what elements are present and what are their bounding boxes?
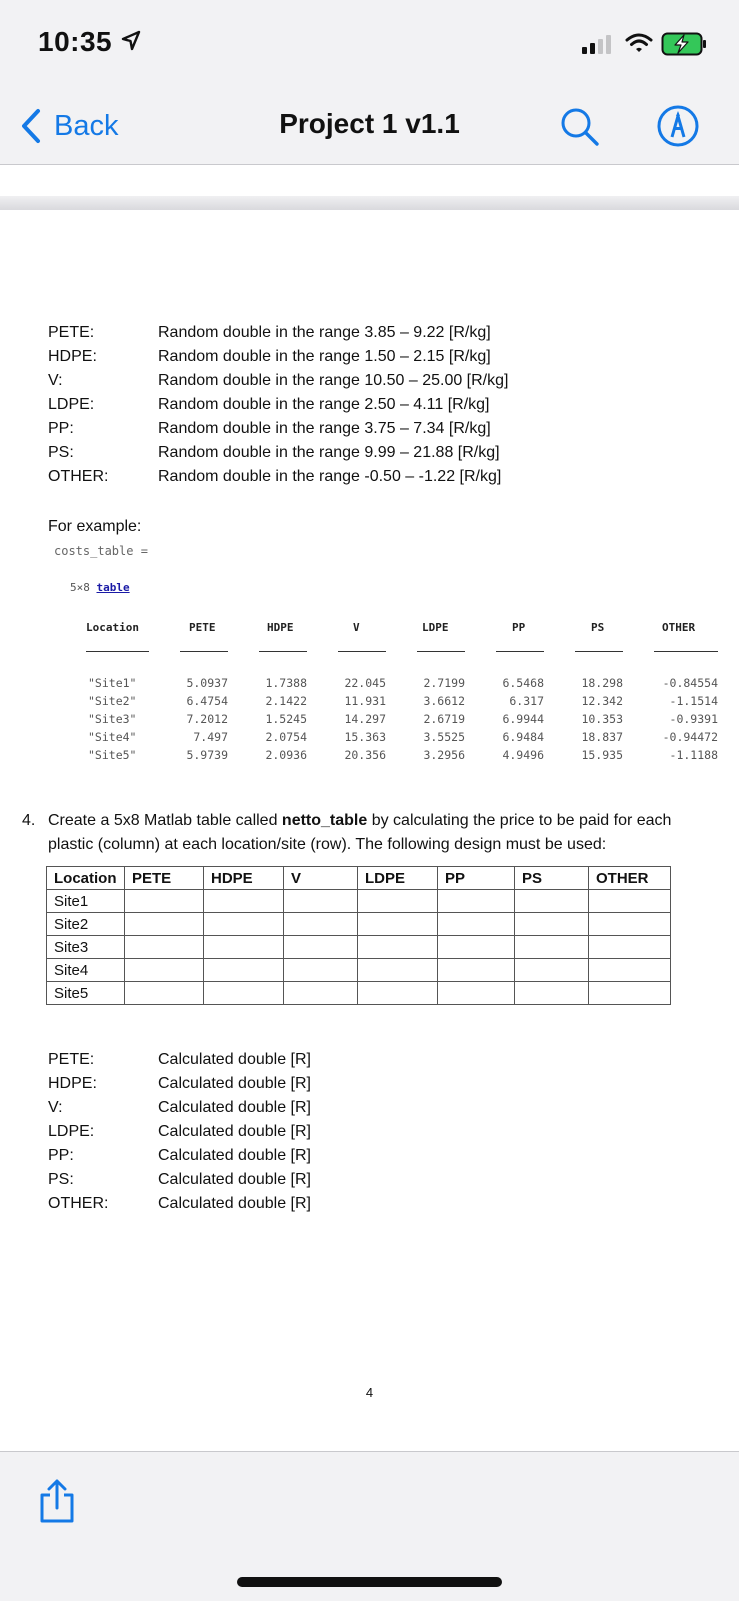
example-label: For example: <box>48 518 142 535</box>
header-underline <box>496 651 544 652</box>
matlab-cell: 18.837 <box>581 730 623 744</box>
spec-value: Calculated double [R] <box>158 1075 311 1092</box>
design-site-cell: Site4 <box>47 959 125 982</box>
design-table-header-row <box>47 867 671 890</box>
matlab-header: LDPE <box>422 621 449 634</box>
matlab-header: OTHER <box>662 621 696 634</box>
matlab-cell: 18.298 <box>581 676 623 690</box>
markup-pen-icon[interactable] <box>656 104 700 148</box>
spec-value: Random double in the range 10.50 – 25.00 [R/kg] <box>158 372 509 389</box>
matlab-cell: "Site1" <box>88 676 137 690</box>
matlab-header: PETE <box>189 621 216 634</box>
back-button-label: Back <box>54 109 119 142</box>
spec-value: Calculated double [R] <box>158 1195 311 1212</box>
cellular-signal-icon <box>582 34 616 54</box>
design-header: Location <box>47 867 125 890</box>
header-underline <box>575 651 623 652</box>
design-header: PETE <box>125 867 204 890</box>
spec-value: Calculated double [R] <box>158 1171 311 1188</box>
share-icon[interactable] <box>38 1478 76 1524</box>
page-separator <box>0 196 739 210</box>
spec-key: PP: <box>48 1147 74 1164</box>
design-header: LDPE <box>358 867 438 890</box>
spec-key: PETE: <box>48 1051 95 1068</box>
matlab-cell: 15.935 <box>581 748 623 762</box>
matlab-cell: "Site5" <box>88 748 137 762</box>
matlab-cell: 6.5468 <box>502 676 544 690</box>
matlab-cell: -0.94472 <box>662 730 718 744</box>
search-icon[interactable] <box>559 106 601 148</box>
matlab-cell: 4.9496 <box>502 748 544 762</box>
design-table-row <box>47 959 671 982</box>
spec-key: V: <box>48 372 63 389</box>
matlab-cell: 2.0936 <box>265 748 307 762</box>
design-site-cell: Site2 <box>47 913 125 936</box>
pdf-page <box>0 210 739 1450</box>
spec-value: Random double in the range 2.50 – 4.11 [R/kg] <box>158 396 490 413</box>
spec-key: OTHER: <box>48 1195 109 1212</box>
matlab-cell: 11.931 <box>344 694 386 708</box>
header-underline <box>338 651 386 652</box>
spec-value: Random double in the range 1.50 – 2.15 [R/kg] <box>158 348 491 365</box>
navigation-bar <box>0 88 739 165</box>
matlab-cell: "Site2" <box>88 694 137 708</box>
matlab-cell: "Site4" <box>88 730 137 744</box>
design-header: OTHER <box>589 867 671 890</box>
matlab-header: Location <box>86 621 139 634</box>
battery-charging-icon <box>661 32 707 56</box>
matlab-cell: 2.1422 <box>265 694 307 708</box>
status-time: 10:35 <box>38 26 113 57</box>
matlab-header: HDPE <box>267 621 294 634</box>
design-table-row <box>47 982 671 1005</box>
location-arrow-icon <box>121 30 141 52</box>
spec-key: LDPE: <box>48 396 95 413</box>
design-header: V <box>284 867 358 890</box>
matlab-cell: 6.317 <box>509 694 544 708</box>
design-table-row <box>47 913 671 936</box>
spec-key: PS: <box>48 444 74 461</box>
spec-key: PETE: <box>48 324 95 341</box>
spec-value: Calculated double [R] <box>158 1123 311 1140</box>
status-bar <box>0 0 739 88</box>
matlab-header: PP <box>512 621 526 634</box>
design-table <box>46 866 671 1005</box>
matlab-cell: 2.0754 <box>265 730 307 744</box>
design-site-cell: Site5 <box>47 982 125 1005</box>
header-underline <box>86 651 149 652</box>
design-header: PP <box>438 867 515 890</box>
matlab-command: costs_table = <box>54 544 148 558</box>
matlab-cell: 3.2956 <box>423 748 465 762</box>
matlab-cell: 20.356 <box>344 748 386 762</box>
matlab-cell: -0.9391 <box>669 712 718 726</box>
matlab-cell: 2.6719 <box>423 712 465 726</box>
matlab-cell: 12.342 <box>581 694 623 708</box>
design-table-row <box>47 936 671 959</box>
matlab-cell: 22.045 <box>344 676 386 690</box>
matlab-cell: 7.2012 <box>186 712 228 726</box>
matlab-cell: -1.1514 <box>669 694 718 708</box>
question-text-after: by calculating the price to be paid for each plastic (column) at each location/site (row). The following design must be used: <box>48 812 672 853</box>
matlab-cell: 1.7388 <box>265 676 307 690</box>
matlab-cell: 5.9739 <box>186 748 228 762</box>
question-text-before: Create a 5x8 Matlab table called <box>48 812 282 829</box>
question-text <box>48 809 708 857</box>
matlab-cell: -0.84554 <box>662 676 718 690</box>
matlab-size-line <box>70 581 130 594</box>
spec-key: V: <box>48 1099 63 1116</box>
matlab-cell: 15.363 <box>344 730 386 744</box>
matlab-cell: 14.297 <box>344 712 386 726</box>
table-link[interactable]: table <box>96 581 130 594</box>
table-size: 5×8 <box>70 581 90 594</box>
spec-value: Random double in the range 9.99 – 21.88 [R/kg] <box>158 444 500 461</box>
question-text-bold: netto_table <box>281 812 368 829</box>
document-title: Project 1 v1.1 <box>279 108 460 139</box>
matlab-header: PS <box>591 621 605 634</box>
spec-key: LDPE: <box>48 1123 95 1140</box>
spec-key: HDPE: <box>48 348 97 365</box>
header-underline <box>259 651 307 652</box>
matlab-header: V <box>353 621 360 634</box>
design-site-cell: Site3 <box>47 936 125 959</box>
matlab-cell: 3.6612 <box>423 694 465 708</box>
matlab-cell: "Site3" <box>88 712 137 726</box>
header-underline <box>417 651 465 652</box>
matlab-cell: 1.5245 <box>265 712 307 726</box>
spec-value: Calculated double [R] <box>158 1147 311 1164</box>
matlab-cell: 10.353 <box>581 712 623 726</box>
matlab-cell: 5.0937 <box>186 676 228 690</box>
wifi-icon <box>625 32 653 54</box>
matlab-cell: 6.4754 <box>186 694 228 708</box>
matlab-cell: 6.9944 <box>502 712 544 726</box>
spec-value: Random double in the range 3.75 – 7.34 [R/kg] <box>158 420 491 437</box>
back-button[interactable] <box>20 106 118 146</box>
spec-value: Calculated double [R] <box>158 1051 311 1068</box>
header-underline <box>180 651 228 652</box>
spec-key: PS: <box>48 1171 74 1188</box>
spec-value: Random double in the range -0.50 – -1.22 [R/kg] <box>158 468 502 485</box>
matlab-cell: 2.7199 <box>423 676 465 690</box>
matlab-cell: 3.5525 <box>423 730 465 744</box>
matlab-cell: 6.9484 <box>502 730 544 744</box>
design-table-row <box>47 890 671 913</box>
spec-key: OTHER: <box>48 468 109 485</box>
matlab-cell: 7.497 <box>193 730 228 744</box>
matlab-cell: -1.1188 <box>669 748 718 762</box>
chevron-left-icon <box>20 108 42 144</box>
design-header: PS <box>515 867 589 890</box>
spec-key: PP: <box>48 420 74 437</box>
page-number: 4 <box>365 1385 374 1400</box>
design-site-cell: Site1 <box>47 890 125 913</box>
question-number: 4. <box>22 812 36 829</box>
spec-value: Calculated double [R] <box>158 1099 311 1116</box>
spec-value: Random double in the range 3.85 – 9.22 [R/kg] <box>158 324 491 341</box>
design-header: HDPE <box>204 867 284 890</box>
spec-key: HDPE: <box>48 1075 97 1092</box>
header-underline <box>654 651 718 652</box>
home-indicator <box>237 1577 502 1587</box>
